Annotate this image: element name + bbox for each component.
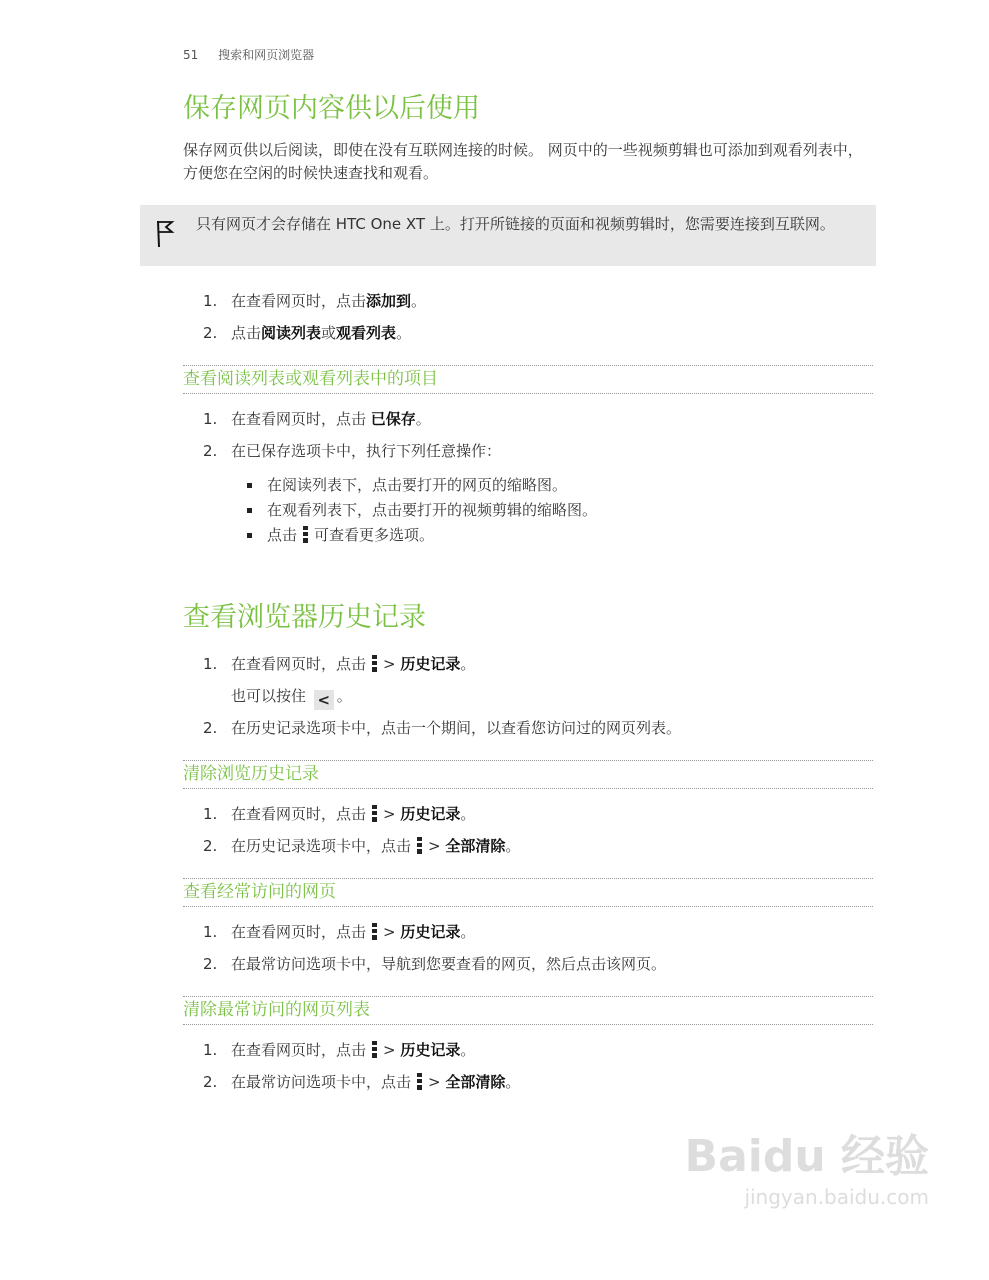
step-text: 在观看列表下，点击要打开的视频剪辑的缩略图。 <box>267 501 598 519</box>
ui-term: 历史记录 <box>400 655 461 673</box>
step-text: 。 <box>411 292 427 310</box>
steps-list <box>200 403 880 467</box>
step-text: 。 <box>396 324 412 342</box>
step-number: 1. <box>203 655 218 673</box>
step-text: 。 <box>415 410 431 428</box>
ui-term: 历史记录 <box>400 805 461 823</box>
menu-icon <box>372 923 377 940</box>
watermark-logo <box>684 1131 929 1209</box>
step-item <box>200 403 880 435</box>
steps-list <box>200 916 880 980</box>
step-number: 2. <box>203 719 218 737</box>
steps-list <box>200 798 880 862</box>
ui-term: 观看列表 <box>336 324 397 342</box>
step-item <box>200 285 880 317</box>
ui-term: 添加到 <box>366 292 412 310</box>
ui-term: 历史记录 <box>400 923 461 941</box>
step-text: > <box>428 1073 446 1091</box>
step-text: > <box>383 923 401 941</box>
step-text: 。 <box>460 805 476 823</box>
ui-term: 历史记录 <box>400 1041 461 1059</box>
step-number: 1. <box>203 410 218 428</box>
step-item <box>200 435 880 467</box>
note-text: 只有网页才会存储在 HTC One XT 上。打开所链接的页面和视频剪辑时，您需要连接到互联网。 <box>196 215 835 233</box>
step-number: 2. <box>203 324 218 342</box>
bullet-item <box>245 523 597 548</box>
flag-icon <box>154 219 176 249</box>
step-item <box>200 1034 880 1066</box>
step-text: 在查看网页时，点击 <box>231 410 371 428</box>
watermark-url: jingyan.baidu.com <box>744 1185 929 1209</box>
step-text: 也可以按住 <box>231 687 311 705</box>
step-text: > <box>383 805 401 823</box>
ui-term: 全部清除 <box>445 1073 506 1091</box>
step-text: 在已保存选项卡中，执行下列任意操作： <box>231 442 502 460</box>
step-text: 在阅读列表下，点击要打开的网页的缩略图。 <box>267 476 568 494</box>
bullet-list <box>245 473 597 548</box>
subsection-title: 清除浏览历史记录 <box>183 760 873 789</box>
step-number: 2. <box>203 837 218 855</box>
step-item <box>200 916 880 948</box>
steps-list <box>200 285 880 349</box>
step-text: > <box>383 1041 401 1059</box>
step-text: 可查看更多选项。 <box>314 526 435 544</box>
step-number: 1. <box>203 805 218 823</box>
step-text: 。 <box>460 1041 476 1059</box>
menu-icon <box>372 805 377 822</box>
ui-term: 全部清除 <box>445 837 506 855</box>
step-number: 1. <box>203 923 218 941</box>
steps-list <box>200 648 880 744</box>
step-item <box>200 317 880 349</box>
steps-list <box>200 1034 880 1098</box>
step-text: 。 <box>505 1073 521 1091</box>
step-number: 2. <box>203 955 218 973</box>
subsection-title: 查看经常访问的网页 <box>183 878 873 907</box>
step-item <box>200 648 880 680</box>
step-text: 。 <box>505 837 521 855</box>
step-text: 。 <box>460 655 476 673</box>
step-text: 在查看网页时，点击 <box>231 805 367 823</box>
step-text: 点击 <box>231 324 262 342</box>
step-text: 在最常访问选项卡中，点击 <box>231 1073 412 1091</box>
step-text: 在查看网页时，点击 <box>231 1041 367 1059</box>
step-text: 在最常访问选项卡中，导航到您要查看的网页，然后点击该网页。 <box>231 955 667 973</box>
menu-icon <box>303 526 308 543</box>
step-item <box>200 798 880 830</box>
page-header <box>183 46 330 63</box>
menu-icon <box>372 655 377 672</box>
ui-term: 阅读列表 <box>261 324 322 342</box>
step-item <box>200 1066 880 1098</box>
page-number: 51 <box>183 48 199 62</box>
intro-paragraph: 保存网页供以后阅读，即使在没有互联网连接的时候。 网页中的一些视频剪辑也可添加到观看列表中，方便您在空闲的时候快速查找和观看。 <box>183 141 863 182</box>
section-title: 保存网页内容供以后使用 <box>183 93 480 124</box>
menu-icon <box>417 1073 422 1090</box>
step-text: 。 <box>460 923 476 941</box>
step-text: 在查看网页时，点击 <box>231 292 367 310</box>
step-text: > <box>383 655 401 673</box>
menu-icon <box>372 1041 377 1058</box>
step-item <box>200 680 880 712</box>
step-text: 点击 <box>267 526 298 544</box>
step-item <box>200 948 880 980</box>
bullet-item <box>245 498 597 523</box>
ui-term: 已保存 <box>370 410 416 428</box>
note-box <box>140 205 876 266</box>
menu-icon <box>417 837 422 854</box>
back-icon: < <box>314 690 334 710</box>
step-text: 。 <box>336 687 352 705</box>
step-number: 2. <box>203 1073 218 1091</box>
bullet-item <box>245 473 597 498</box>
step-text: 在查看网页时，点击 <box>231 655 367 673</box>
step-item <box>200 830 880 862</box>
step-number: 1. <box>203 1041 218 1059</box>
step-text: 在历史记录选项卡中，点击 <box>231 837 412 855</box>
step-text: 或 <box>321 324 337 342</box>
section-title: 查看浏览器历史记录 <box>183 602 426 633</box>
subsection-title: 清除最常访问的网页列表 <box>183 996 873 1025</box>
step-text: 在查看网页时，点击 <box>231 923 367 941</box>
subsection-title: 查看阅读列表或观看列表中的项目 <box>183 365 873 394</box>
step-text: > <box>428 837 446 855</box>
step-number: 2. <box>203 442 218 460</box>
chapter-title: 搜索和网页浏览器 <box>218 48 315 62</box>
step-number: 1. <box>203 292 218 310</box>
step-item <box>200 712 880 744</box>
step-text: 在历史记录选项卡中，点击一个期间，以查看您访问过的网页列表。 <box>231 719 682 737</box>
watermark-brand: Baidu 经验 <box>684 1131 929 1182</box>
